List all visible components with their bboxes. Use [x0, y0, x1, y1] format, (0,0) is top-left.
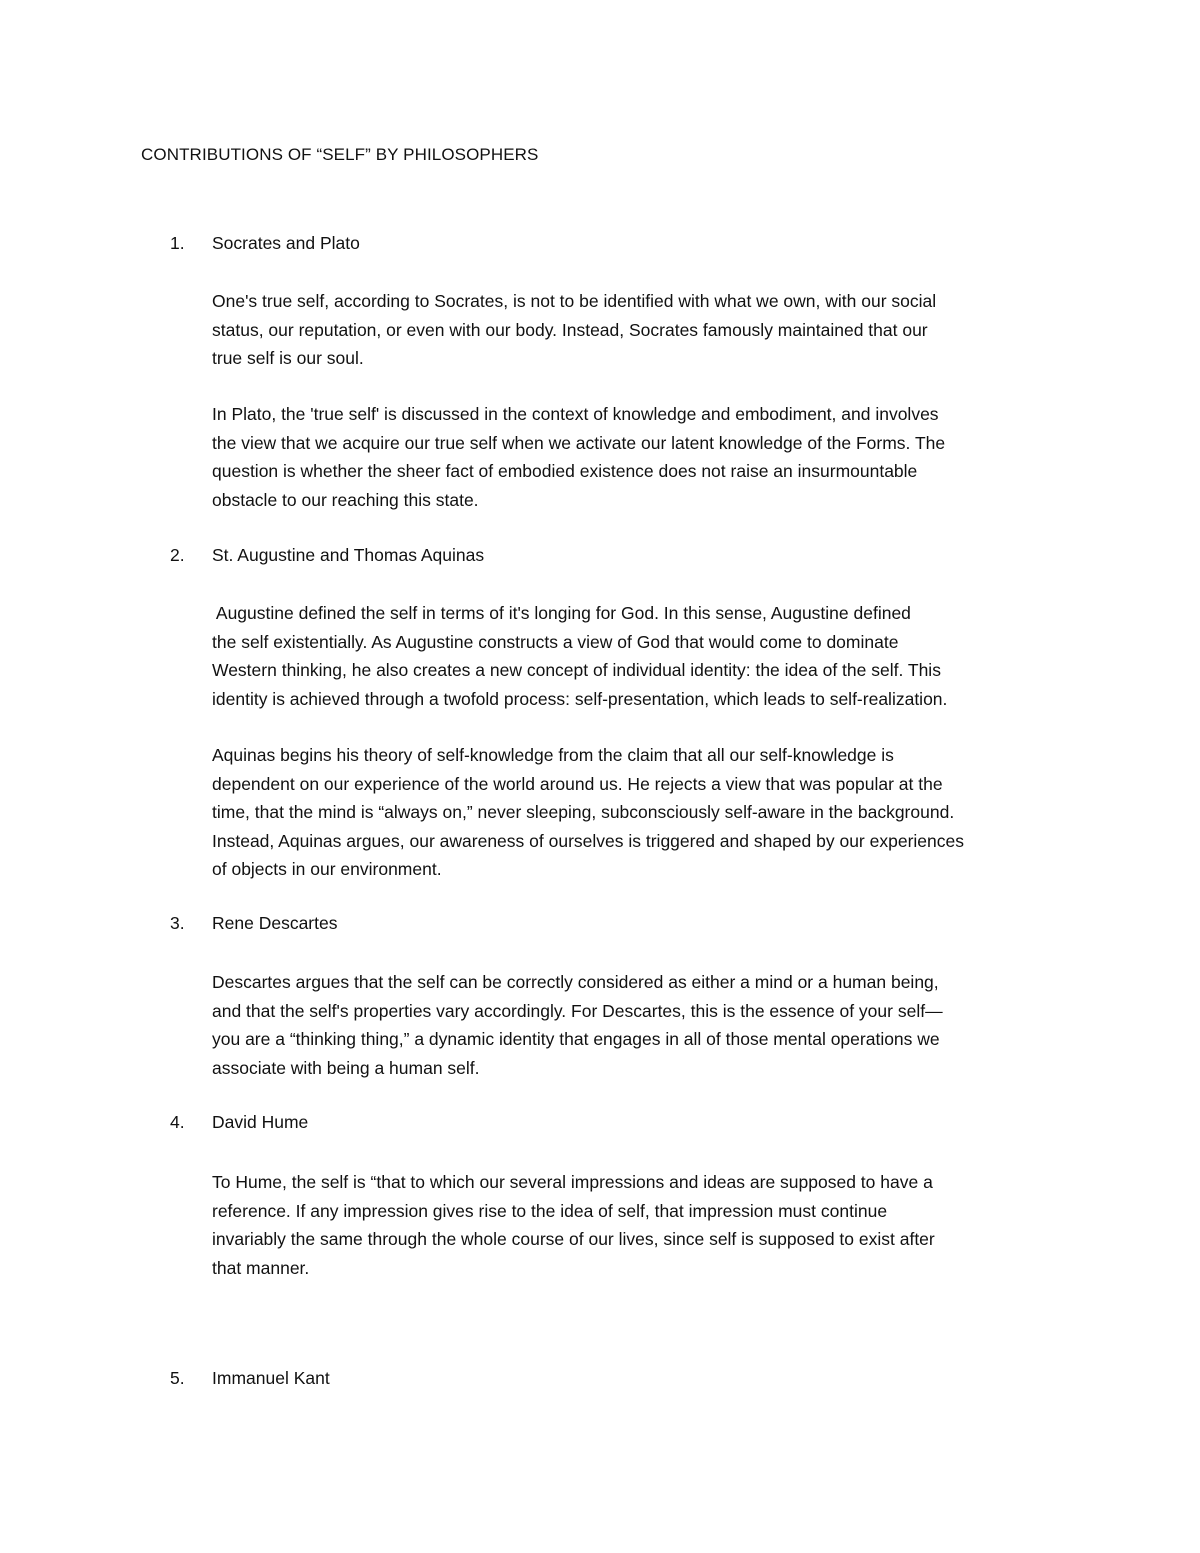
text-line: dependent on our experience of the world around us. He rejects a view that was popular at the [212, 773, 943, 794]
text-line: Augustine defined the self in terms of it's longing for God. In this sense, Augustine defined [212, 603, 911, 623]
text-line: Instead, Aquinas argues, our awareness of ourselves is triggered and shaped by our experiences [212, 830, 964, 851]
text-line: status, our reputation, or even with our body. Instead, Socrates famously maintained that our [212, 319, 928, 340]
paragraph [212, 287, 1072, 373]
paragraph [212, 400, 1072, 514]
text-line: the view that we acquire our true self when we activate our latent knowledge of the Forms. The [212, 432, 946, 453]
section-number: 1. [170, 233, 185, 253]
section-number: 5. [170, 1368, 185, 1388]
section-heading: Socrates and Plato [212, 233, 360, 253]
text-line: Western thinking, he also creates a new concept of individual identity: the idea of the self. This [212, 660, 941, 681]
text-line: invariably the same through the whole course of our lives, since self is supposed to exist after [212, 1229, 935, 1250]
section-heading: David Hume [212, 1112, 309, 1132]
text-line: Descartes argues that the self can be correctly considered as either a mind or a human being, [212, 972, 939, 992]
text-line: of objects in our environment. [212, 859, 442, 880]
text-line: you are a “thinking thing,” a dynamic identity that engages in all of those mental operations we [212, 1029, 940, 1050]
text-line: associate with being a human self. [212, 1057, 480, 1078]
section-heading: Immanuel Kant [212, 1368, 330, 1388]
text-line: Aquinas begins his theory of self-knowledge from the claim that all our self-knowledge is [212, 745, 894, 765]
paragraph [212, 968, 1072, 1082]
paragraph [212, 1168, 1072, 1282]
text-line: and that the self's properties vary accordingly. For Descartes, this is the essence of your self— [212, 1000, 943, 1021]
text-line: reference. If any impression gives rise to the idea of self, that impression must continue [212, 1200, 888, 1221]
text-line: question is whether the sheer fact of embodied existence does not raise an insurmountable [212, 461, 918, 482]
section-number: 3. [170, 913, 185, 933]
text-line: the self existentially. As Augustine constructs a view of God that would come to dominate [212, 631, 899, 652]
text-line: identity is achieved through a twofold process: self-presentation, which leads to self-realization. [212, 688, 948, 709]
paragraph [212, 741, 1072, 884]
text-line: To Hume, the self is “that to which our several impressions and ideas are supposed to have a [212, 1172, 933, 1192]
text-line: true self is our soul. [212, 348, 364, 369]
text-line: In Plato, the 'true self' is discussed in the context of knowledge and embodiment, and involves [212, 404, 939, 424]
text-line: obstacle to our reaching this state. [212, 489, 479, 510]
text-line: One's true self, according to Socrates, is not to be identified with what we own, with our social [212, 291, 937, 311]
section-heading: Rene Descartes [212, 913, 338, 933]
document-title: CONTRIBUTIONS OF “SELF” BY PHILOSOPHERS [141, 145, 539, 164]
paragraph [212, 599, 1072, 713]
section-number: 4. [170, 1112, 185, 1132]
section-number: 2. [170, 545, 185, 565]
section-heading: St. Augustine and Thomas Aquinas [212, 545, 485, 565]
text-line: that manner. [212, 1257, 310, 1278]
text-line: time, that the mind is “always on,” never sleeping, subconsciously self-aware in the background. [212, 802, 955, 823]
